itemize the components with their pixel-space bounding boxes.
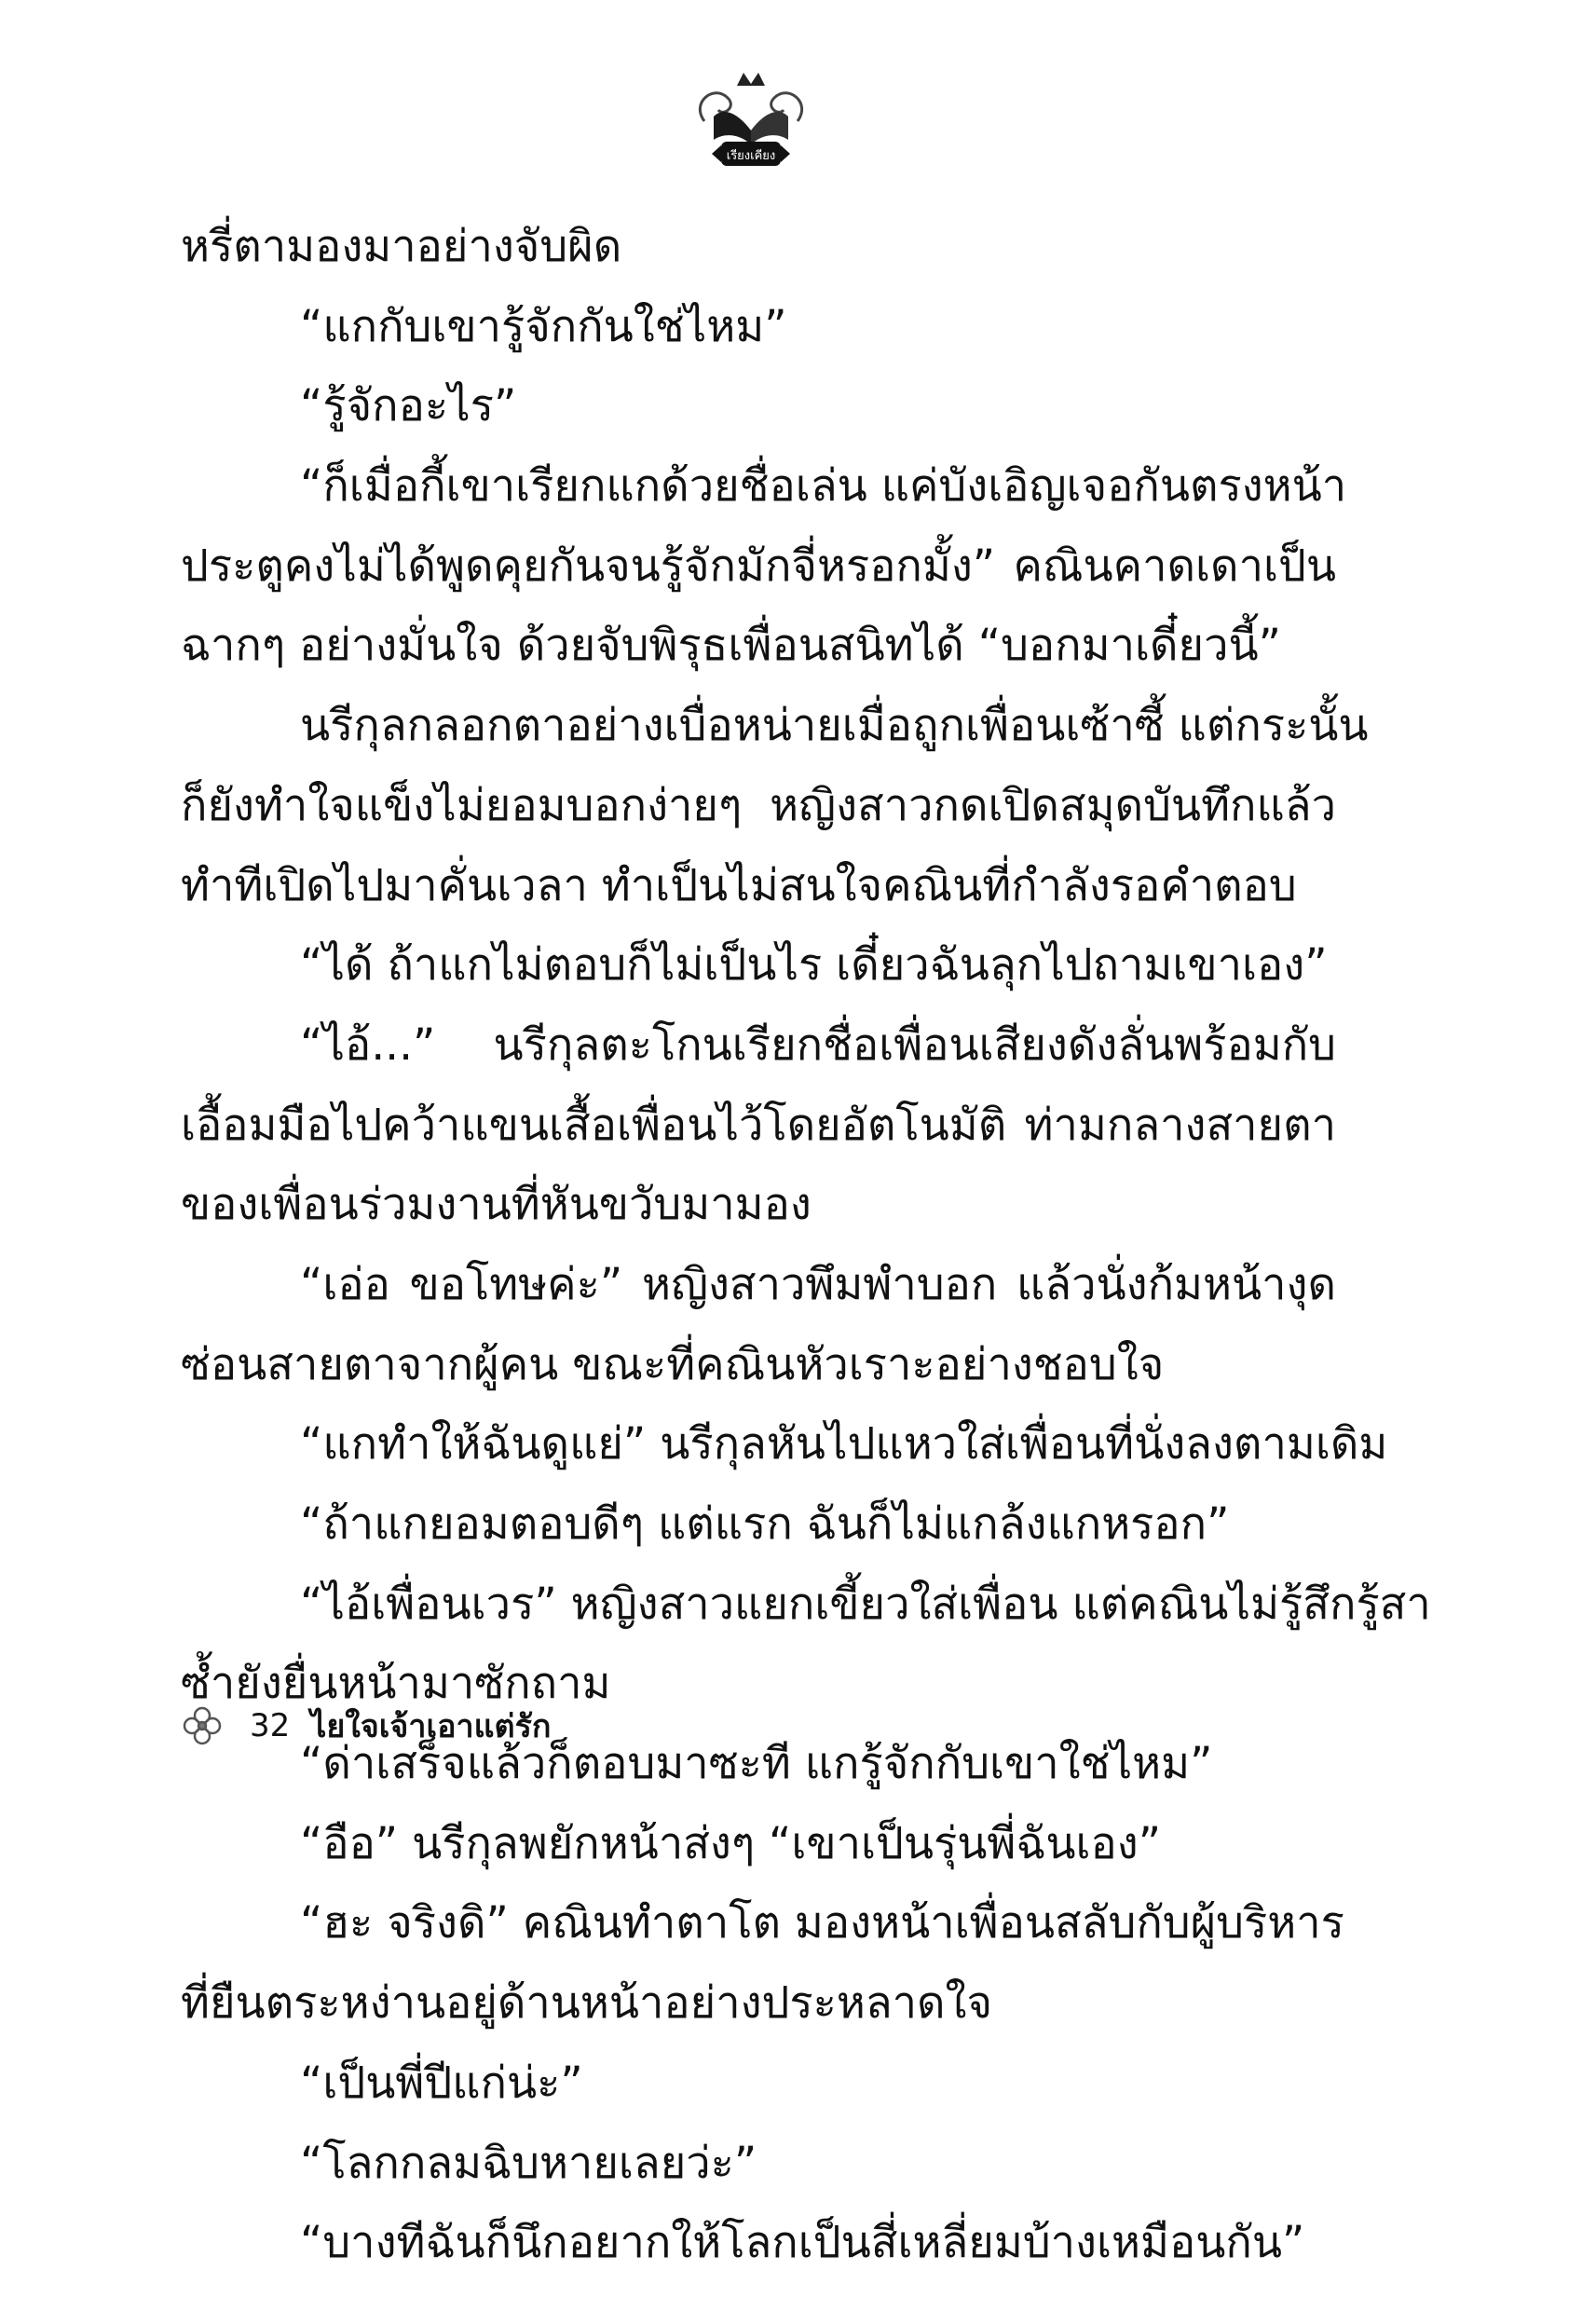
page-number: 32 — [250, 1707, 291, 1744]
publisher-crest-graphic — [686, 65, 816, 172]
text-line: เอื้อมมือไปคว้าแขนเสื้อเพื่อนไว้โดยอัตโนมัติ ท่ามกลางสายตา — [181, 1099, 1336, 1151]
text-line: “เอ่อ ขอโทษค่ะ” หญิงสาวพึมพำบอก แล้วนั่งก้มหน้างุด — [300, 1258, 1336, 1310]
text-line: “ไอ้...” นรีกุลตะโกนเรียกชื่อเพื่อนเสียงดังลั่นพร้อมกับ — [300, 1019, 1336, 1071]
text-line: “ไอ้เพื่อนเวร” หญิงสาวแยกเขี้ยวใส่เพื่อน แต่คณินไม่รู้สึกรู้สา — [300, 1578, 1431, 1630]
text-line: หรี่ตามองมาอย่างจับผิด — [181, 221, 622, 272]
text-line: ประตูคงไม่ได้พูดคุยกันจนรู้จักมักจี่หรอกมั้ง” คณินคาดเดาเป็น — [181, 540, 1336, 592]
text-line: ซ้ำยังยื่นหน้ามาซักถาม — [181, 1658, 611, 1710]
text-line: ซ่อนสายตาจากผู้คน ขณะที่คณินหัวเราะอย่างชอบใจ — [181, 1338, 1165, 1390]
text-line: ก็ยังทำใจแข็งไม่ยอมบอกง่ายๆ หญิงสาวกดเปิดสมุดบันทึกแล้ว — [181, 779, 1336, 831]
logo-text: เรียงเคียง — [726, 149, 776, 163]
body-text — [181, 207, 1431, 2283]
text-line: “ก็เมื่อกี้เขาเรียกแกด้วยชื่อเล่น แค่บังเอิญเจอกันตรงหน้า — [300, 460, 1347, 513]
text-line: “ถ้าแกยอมตอบดีๆ แต่แรก ฉันก็ไม่แกล้งแกหรอก” — [300, 1498, 1230, 1550]
text-line: “แกทำให้ฉันดูแย่” นรีกุลหันไปแหวใส่เพื่อนที่นั่งลงตามเดิม — [300, 1418, 1388, 1470]
page-footer — [181, 1698, 551, 1754]
text-line: “ได้ ถ้าแกไม่ตอบก็ไม่เป็นไร เดี๋ยวฉันลุกไปถามเขาเอง” — [300, 939, 1328, 991]
text-line: ฉากๆ อย่างมั่นใจ ด้วยจับพิรุธเพื่อนสนิทได้ “บอกมาเดี๋ยวนี้” — [181, 620, 1281, 672]
text-line: “โลกกลมฉิบหายเลยว่ะ” — [300, 2137, 757, 2189]
text-line: “รู้จักอะไร” — [300, 380, 517, 432]
text-line: “อือ” นรีกุลพยักหน้าส่งๆ “เขาเป็นรุ่นพี่ฉันเอง” — [300, 1817, 1162, 1869]
text-line: นรีกุลกลอกตาอย่างเบื่อหน่ายเมื่อถูกเพื่อนเซ้าซี้ แต่กระนั้น — [300, 700, 1369, 752]
text-line: “บางทีฉันก็นึกอยากให้โลกเป็นสี่เหลี่ยมบ้างเหมือนกัน” — [300, 2217, 1305, 2269]
text-line: ที่ยืนตระหง่านอยู่ด้านหน้าอย่างประหลาดใจ — [181, 1977, 993, 2030]
text-line: “ฮะ จริงดิ” คณินทำตาโต มองหน้าเพื่อนสลับกับผู้บริหาร — [300, 1897, 1344, 1949]
text-line: ของเพื่อนร่วมงานที่หันขวับมามอง — [181, 1179, 812, 1231]
publisher-crest-icon — [686, 65, 816, 172]
text-line: ทำทีเปิดไปมาคั่นเวลา ทำเป็นไม่สนใจคณินที่กำลังรอคำตอบ — [181, 859, 1297, 911]
book-title: ไยใจเจ้าเอาแต่รัก — [310, 1708, 552, 1745]
text-line: “ด่าเสร็จแล้วก็ตอบมาซะที แกรู้จักกับเขาใช่ไหม” — [300, 1738, 1213, 1790]
text-line: “แกกับเขารู้จักกันใช่ไหม” — [300, 300, 787, 352]
text-line: “เป็นพี่ปีแก่น่ะ” — [300, 2057, 583, 2109]
flower-ornament-icon — [181, 1704, 224, 1747]
